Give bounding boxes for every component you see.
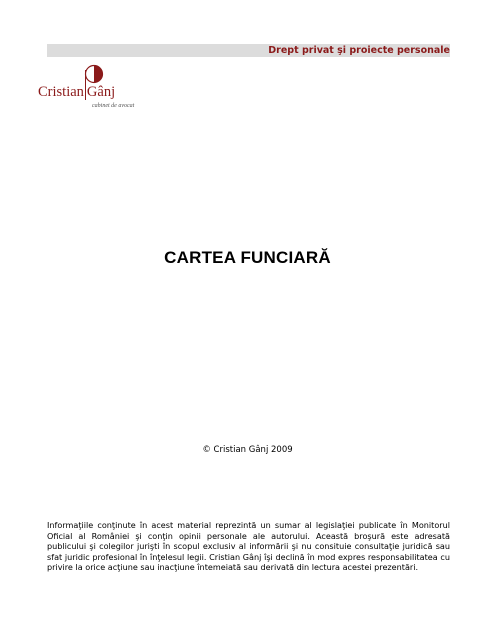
header-bar [47, 44, 450, 57]
logo-name-first: Cristian [38, 84, 84, 100]
logo-name-last: Gânj [86, 84, 116, 100]
disclaimer-paragraph: Informaţiile conţinute în acest material reprezintă un sumar al legislaţiei publicate în Monitorul Oficial al României şi conţin opinii personale ale autorului. Această broşură este adresată publicului şi colegilor jurişti în scopul exclusiv al informării şi nu consituie consultaţie juridică sau sfat juridic profesional în înţelesul legii. Cristian Gânj îşi declină în mod expres responsabilitatea cu privire la orice acţiune sau inacţiune întemeiată sau derivată din lectura acestei prezentări. [47, 520, 450, 572]
logo-name [38, 84, 115, 114]
logo [38, 62, 138, 118]
logo-circle-icon [84, 64, 104, 84]
logo-subtitle: cabinet de avocat [92, 103, 135, 109]
header-section-title: Drept privat şi proiecte personale [268, 45, 450, 56]
logo-divider [85, 70, 86, 100]
document-title: CARTEA FUNCIARĂ [164, 248, 331, 267]
copyright-line: © Cristian Gânj 2009 [202, 445, 293, 455]
